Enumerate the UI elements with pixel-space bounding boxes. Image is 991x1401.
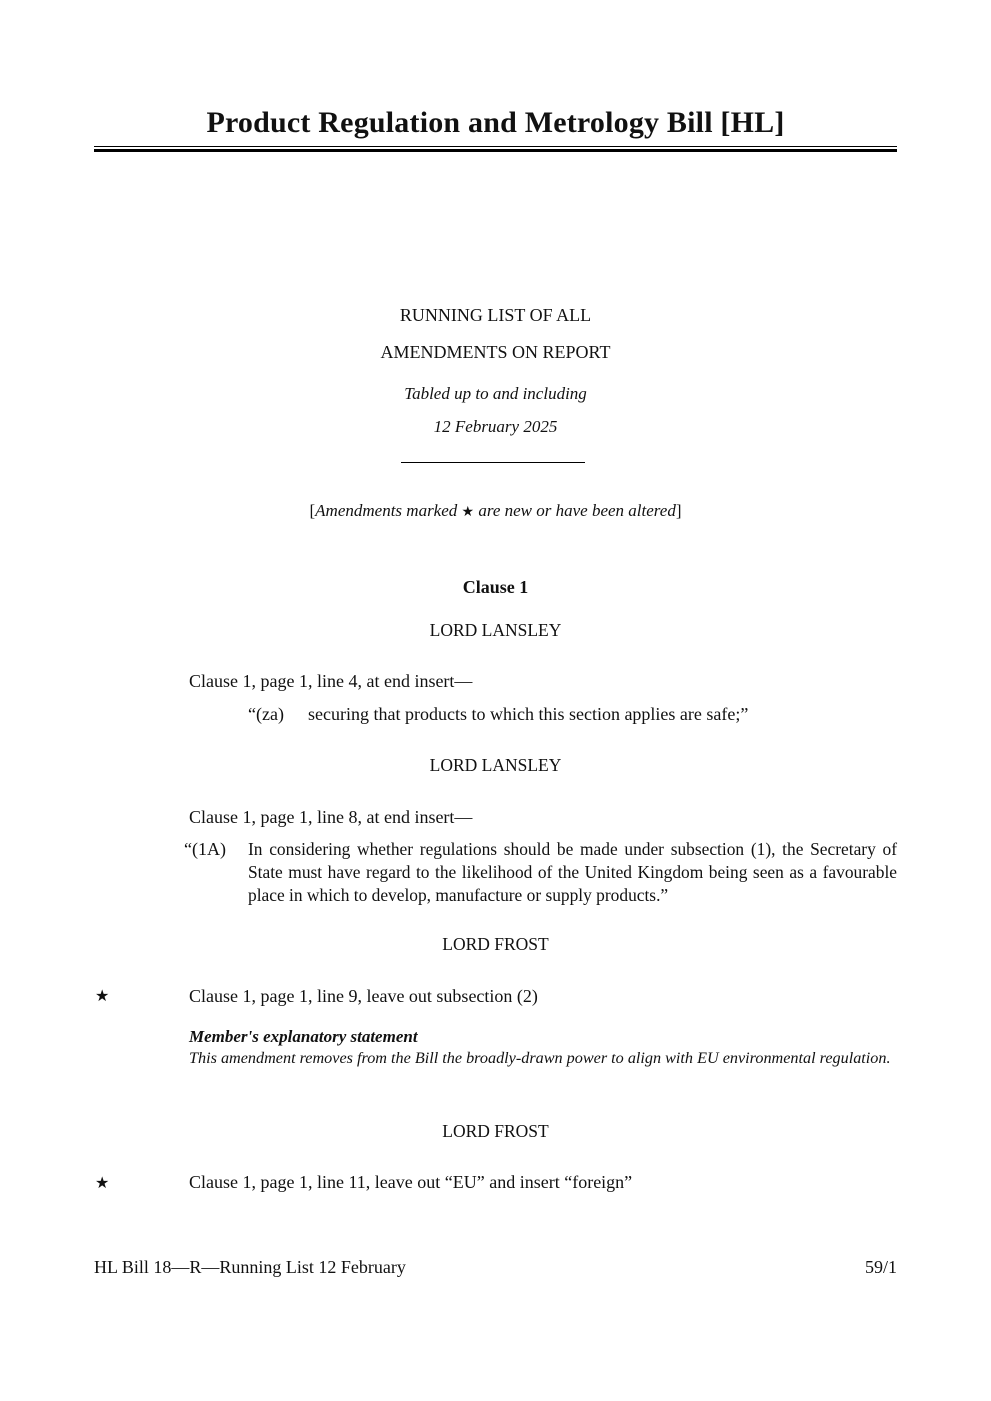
amendment-instruction: Clause 1, page 1, line 11, leave out “EU” and insert “foreign” xyxy=(189,1172,633,1192)
insert-text: securing that products to which this section applies are safe;” xyxy=(308,704,749,724)
explanatory-heading: Member's explanatory statement xyxy=(189,1027,418,1046)
star-icon: ★ xyxy=(95,986,110,1005)
legend-bracket-open: [ xyxy=(309,501,316,520)
insert-label: “(za) xyxy=(248,704,284,724)
star-icon: ★ xyxy=(95,1173,110,1192)
tabled-line-1: Tabled up to and including xyxy=(404,384,587,403)
heading-line-1: RUNNING LIST OF ALL xyxy=(399,305,592,325)
legend-text-b: are new or have been altered xyxy=(474,501,676,520)
title-rule-thick xyxy=(94,149,897,152)
member-name: LORD FROST xyxy=(442,1121,549,1141)
insert-label: “(1A) xyxy=(184,839,226,859)
heading-line-2: AMENDMENTS ON REPORT xyxy=(380,342,611,362)
bill-title: Product Regulation and Metrology Bill [HL] xyxy=(206,106,785,139)
member-name: LORD FROST xyxy=(442,934,549,954)
amendment-instruction: Clause 1, page 1, line 9, leave out subsection (2) xyxy=(189,986,538,1006)
legend-bracket-close: ] xyxy=(675,501,682,520)
amendment-instruction: Clause 1, page 1, line 8, at end insert— xyxy=(189,807,473,827)
member-name: LORD LANSLEY xyxy=(429,755,562,775)
clause-heading: Clause 1 xyxy=(462,577,529,597)
explanatory-text: This amendment removes from the Bill the broadly-drawn power to align with EU environmental regulation. xyxy=(189,1049,891,1067)
legend-note xyxy=(94,501,897,521)
tabled-date: 12 February 2025 xyxy=(433,417,558,436)
footer-bill-reference: HL Bill 18—R—Running List 12 February xyxy=(94,1257,406,1277)
footer-page-number: 59/1 xyxy=(864,1257,897,1277)
title-rule-thin xyxy=(94,146,897,147)
section-divider xyxy=(401,462,585,463)
amendment-instruction: Clause 1, page 1, line 4, at end insert— xyxy=(189,671,473,691)
legend-text-a: Amendments marked xyxy=(315,501,462,520)
star-icon: ★ xyxy=(461,504,475,520)
member-name: LORD LANSLEY xyxy=(429,620,562,640)
insert-text: In considering whether regulations should be made under subsection (1), the Secretary of State must have regard to the likelihood of the United Kingdom being seen as a favourable place in which to develop, manufacture or supply products.” xyxy=(248,839,897,905)
